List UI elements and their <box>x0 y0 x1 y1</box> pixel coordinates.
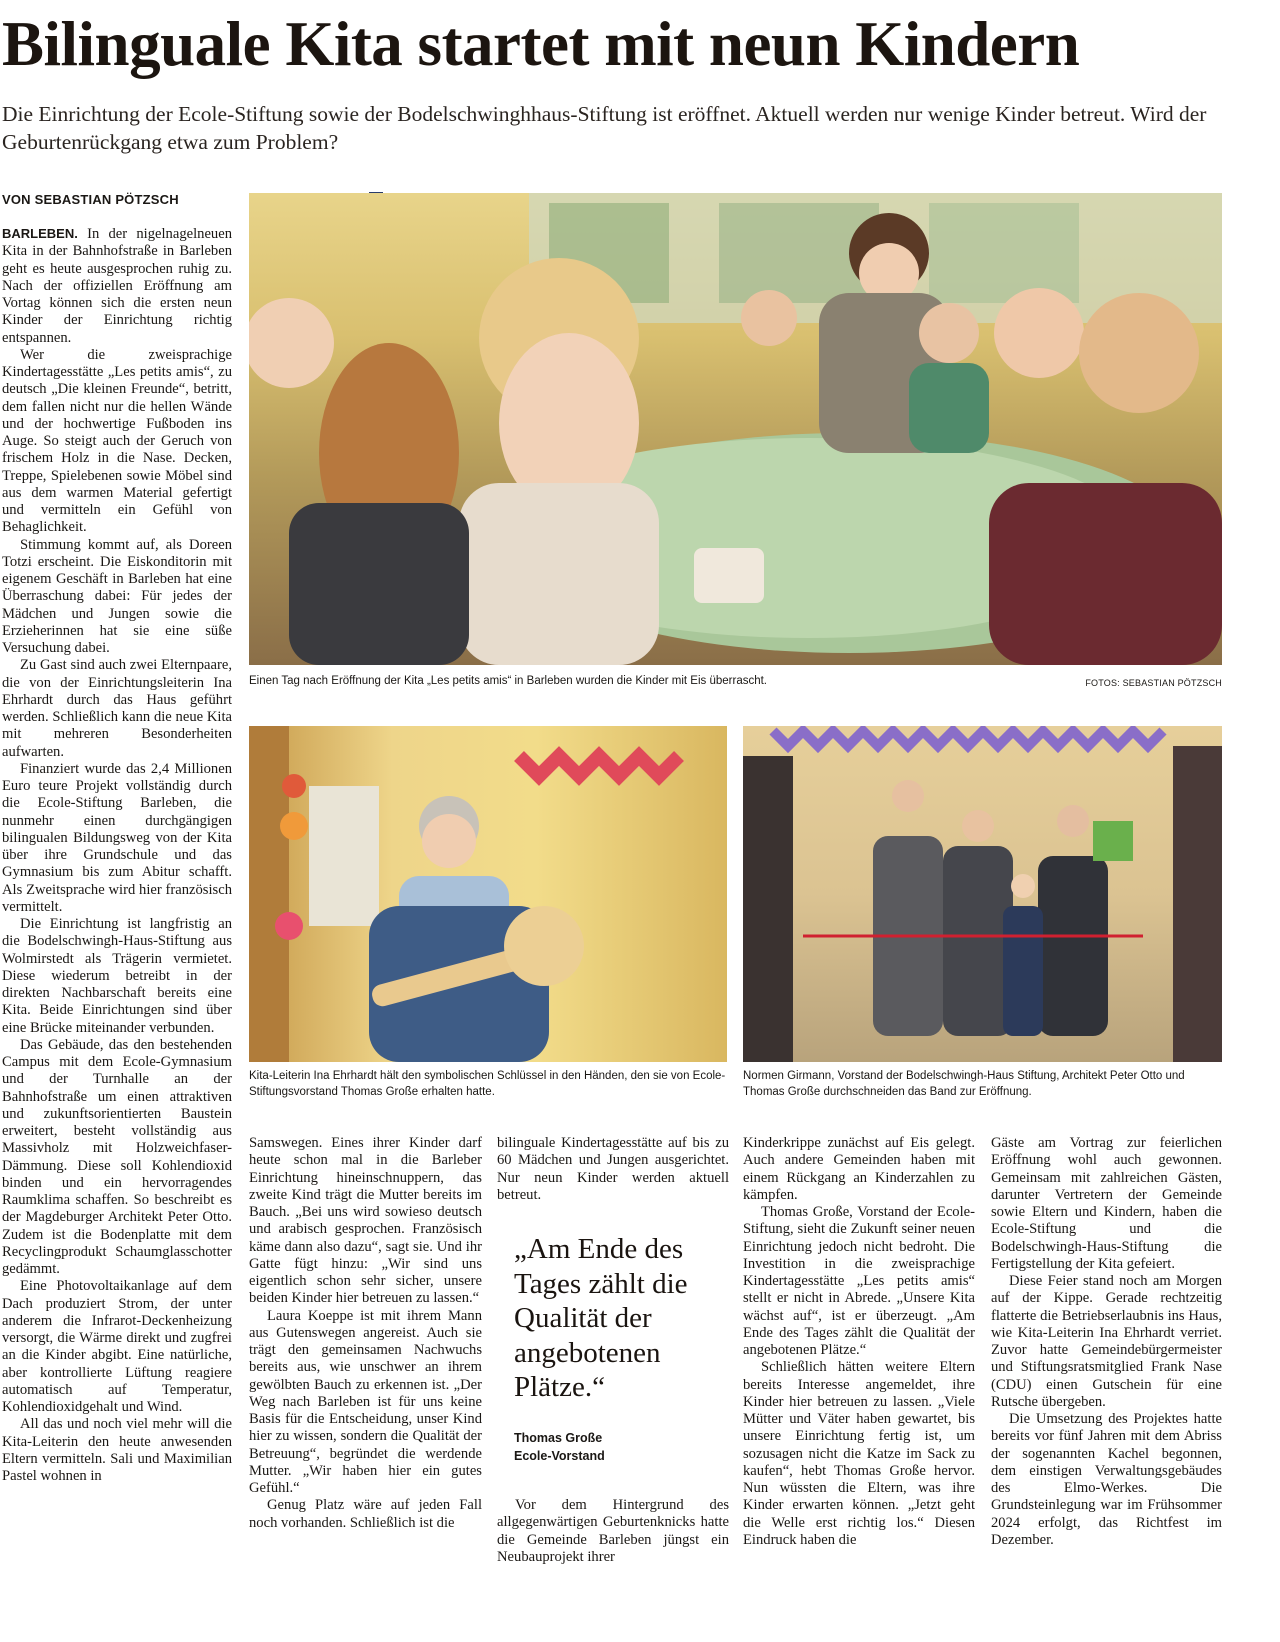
pull-quote-attribution <box>514 1429 605 1465</box>
paragraph: BARLEBEN. In der nigelnagelneuen Kita in der Bahnhofstraße in Barleben geht es heute ausgesprochen ruhig zu. Nach der offiziellen Eröffnung am Vortag können sich die ersten neun Kinder der Einrichtung richtig entspannen. <box>2 226 232 346</box>
paragraph: Diese Feier stand noch am Morgen auf der Kippe. Gerade rechtzeitig flatterte die Betriebserlaubnis ins Haus, wie Kita-Leiterin Ina Ehrhardt verriet. Zuvor hatte Gemeindebürgermeister und Stiftungsratsmitglied Frank Nase (CDU) einen Gutschein für eine Rutsche übergeben. <box>991 1273 1222 1410</box>
pull-quote: „Am Ende des Tages zählt die Qualität der angebotenen Plätze.“ <box>514 1233 688 1403</box>
article-column-3 <box>497 1135 729 1204</box>
paragraph: Wer die zweisprachige Kindertagesstätte „Les petits amis“, zu deutsch „Die kleinen Freunde“, betritt, dem fallen nicht nur die hellen Wände und der hochwertige Fußboden ins Auge. So steigt auch der Geruch von frischem Holz in die Nase. Decken, Treppe, Spielebenen sowie Möbel sind aus dem warmen Material gefertigt und vermitteln ein Gefühl von Behaglichkeit. <box>2 346 232 536</box>
article-column-3-continued <box>497 1497 729 1566</box>
photo-illustration <box>249 193 1222 665</box>
paragraph: Eine Photovoltaikanlage auf dem Dach produziert Strom, der unter anderem die Infrarot-Deckenheizung versorgt, die Wärme direkt und zugfrei an die Kinder abgibt. Eine natürliche, aber kontrollierte Lüftung reagiere automatisch auf Temperatur, Kohlendioxidgehalt und Wind. <box>2 1278 232 1415</box>
photo-illustration <box>249 726 727 1062</box>
quote-author-role: Ecole-Vorstand <box>514 1449 605 1463</box>
photo-caption-left: Kita-Leiterin Ina Ehrhardt hält den symbolischen Schlüssel in den Händen, den sie von Ecole-Stiftungsvorstand Thomas Große erhalten hatte. <box>249 1070 726 1098</box>
photo-credit: FOTOS: SEBASTIAN PÖTZSCH <box>1085 678 1222 688</box>
paragraph: bilinguale Kindertagesstätte auf bis zu 60 Mädchen und Jungen ausgerichtet. Nur neun Kinder werden aktuell betreut. <box>497 1135 729 1203</box>
article-column-5 <box>991 1135 1222 1549</box>
paragraph: Finanziert wurde das 2,4 Millionen Euro teure Projekt vollständig durch die Ecole-Stiftung Barleben, die nunmehr einen durchgängigen bilingualen Bildungsweg von der Kita über ihre Grundschule und das Gymnasium bis zum Abitur schafft. Als Zweitsprache wird hier französisch vermittelt. <box>2 760 232 915</box>
paragraph: Gäste am Vortrag zur feierlichen Eröffnung wohl auch gewonnen. Gemeinsam mit zahlreichen Gästen, darunter Vertretern der Gemeinde sowie Eltern und Kindern, haben die Ecole-Stiftung und die Bodelschwingh-Haus-Stiftung die Fertigstellung der Kita gefeiert. <box>991 1135 1222 1272</box>
dateline: BARLEBEN. <box>2 226 78 241</box>
paragraph: Die Umsetzung des Projektes hatte bereits vor fünf Jahren mit dem Abriss der sogenannten Kachel begonnen, dem einstigen Verwaltungsgebäudes des Elmo-Werkes. Die Grundsteinlegung war im Frühsommer 2024 erfolgt, das Richtfest im Dezember. <box>991 1411 1222 1548</box>
paragraph: Schließlich hätten weitere Eltern bereits Interesse angemeldet, ihre Kinder hier betreuen zu lassen. „Viele Mütter und Väter haben gewartet, bis unsere Einrichtung fertig ist, um sozusagen nicht die Katze im Sack zu kaufen“, hebt Thomas Große hervor. Nun wüssten die Eltern, was ihre Kinder erwarten können. „Jetzt geht die Welle erst richtig los.“ Diesen Eindruck haben die <box>743 1359 975 1548</box>
quote-author-name: Thomas Große <box>514 1431 603 1445</box>
photo-illustration <box>743 726 1222 1062</box>
paragraph: Vor dem Hintergrund des allgegenwärtigen Geburtenknicks hatte die Gemeinde Barleben jüngst ein Neubauprojekt ihrer <box>497 1497 729 1565</box>
article-column-1 <box>2 225 232 1485</box>
photo-caption-right: Normen Girmann, Vorstand der Bodelschwingh-Haus Stiftung, Architekt Peter Otto und Thomas Große durchschneiden das Band zur Eröffnung. <box>743 1070 1185 1098</box>
paragraph: Genug Platz wäre auf jeden Fall noch vorhanden. Schließlich ist die <box>249 1497 482 1531</box>
paragraph: Samswegen. Eines ihrer Kinder darf heute schon mal in die Barleber Einrichtung hineinschnuppern, das zweite Kind trägt die Mutter bereits im Bauch. „Bei uns wird sowieso deutsch und arabisch gesprochen. Französisch käme dann also dazu“, sagt sie. Und ihr Gatte fügt hinzu: „Wir sind uns eigentlich schon sehr sicher, unsere beiden Kinder hier betreuen zu lassen.“ <box>249 1135 482 1307</box>
photo-ribbon-cutting <box>743 726 1222 1062</box>
paragraph: Die Einrichtung ist langfristig an die Bodelschwingh-Haus-Stiftung aus Wolmirstedt als Trägerin vermietet. Diese wiederum betreibt in der direkten Nachbarschaft bereits eine Kita. Beide Einrichtungen sind über eine Brücke miteinander verbunden. <box>2 916 232 1036</box>
byline: VON SEBASTIAN PÖTZSCH <box>2 192 179 207</box>
subheadline: Die Einrichtung der Ecole-Stiftung sowie der Bodelschwinghhaus-Stiftung ist eröffnet. Aktuell werden nur wenige Kinder betreut. Wird der Geburtenrückgang etwa zum Problem? <box>2 102 1207 154</box>
paragraph: Das Gebäude, das den bestehenden Campus mit dem Ecole-Gymnasium und der Turnhalle an der Bahnhofstraße um einen attraktiven und zukunftsorientierten Baustein erweitert, besteht vollständig aus Massivholz mit Holzweichfaser-Dämmung. Diese soll Kohlendioxid binden und ein hervorragendes Raumklima schaffen. So beschreibt es der Magdeburger Architekt Peter Otto. Zudem ist die Bodenplatte mit dem Recyclingprodukt Schaumglasschotter gedämmt. <box>2 1036 232 1277</box>
paragraph: Thomas Große, Vorstand der Ecole-Stiftung, sieht die Zukunft seiner neuen Einrichtung jedoch nicht bedroht. Die Investition in die zweisprachige Kindertagesstätte „Les petits amis“ stellt er nicht in Abrede. „Unsere Kita wächst auf“, ist er überzeugt. „Am Ende des Tages zählt die Qualität der angebotenen Plätze.“ <box>743 1204 975 1358</box>
headline: Bilinguale Kita startet mit neun Kindern <box>2 9 1080 79</box>
article-column-4 <box>743 1135 975 1549</box>
photo-caption-main: Einen Tag nach Eröffnung der Kita „Les petits amis“ in Barleben wurden die Kinder mit Eis überrascht. <box>249 675 767 687</box>
photo-children-eating-ice-cream <box>249 193 1222 665</box>
paragraph: Laura Koeppe ist mit ihrem Mann aus Gutenswegen angereist. Auch sie trägt den gemeinsamen Nachwuchs bereits aus, wie unschwer an ihrem gewölbten Bauch zu erkennen ist. „Der Weg nach Barleben ist für uns keine Basis für die Entscheidung, unser Kind hier zu wissen, sondern die Qualität der Betreuung“, begründet die werdende Mutter. „Wir haben hier ein gutes Gefühl.“ <box>249 1307 482 1496</box>
paragraph: Zu Gast sind auch zwei Elternpaare, die von der Einrichtungsleiterin Ina Ehrhardt durch das Haus geführt werden. Schließlich kann die neue Kita mit mehreren Besonderheiten aufwarten. <box>2 657 232 760</box>
paragraph: All das und noch viel mehr will die Kita-Leiterin den heute anwesenden Eltern vermitteln. Sali und Maximilian Pastel wohnen in <box>2 1416 232 1484</box>
article-column-2 <box>249 1135 482 1532</box>
paragraph: Kinderkrippe zunächst auf Eis gelegt. Auch andere Gemeinden haben mit einem Rückgang an Kinderzahlen zu kämpfen. <box>743 1135 975 1203</box>
photo-kita-leiterin-with-key <box>249 726 727 1062</box>
paragraph: Stimmung kommt auf, als Doreen Totzi erscheint. Die Eiskonditorin mit eigenem Geschäft in Barleben hat eine Überraschung dabei: Für jedes der Mädchen und Jungen sowie die Erzieherinnen hat sie eine süße Versuchung dabei. <box>2 536 232 656</box>
